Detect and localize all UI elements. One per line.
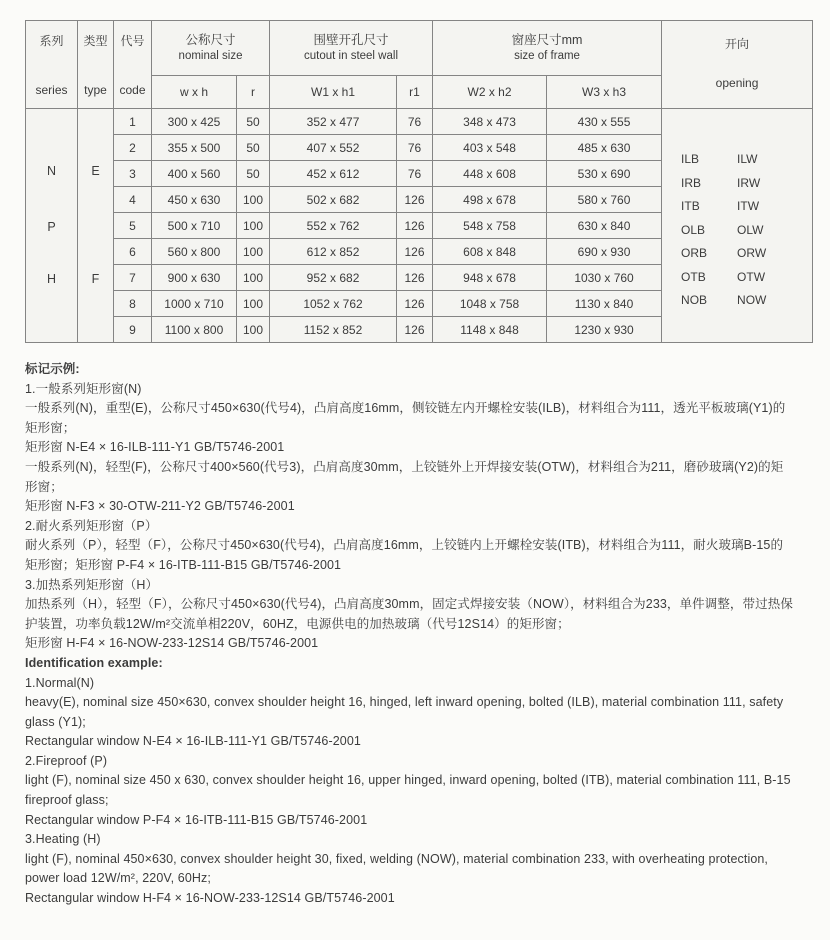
header-cutout-zh: 围壁开孔尺寸	[313, 33, 389, 47]
note-line: 2.Fireproof (P)	[25, 753, 108, 768]
series-value-h: H	[46, 272, 57, 286]
header-code	[114, 21, 152, 109]
cell-w3xh3: 1030 x 760	[547, 265, 662, 291]
cell-r: 100	[237, 239, 270, 265]
opening-code: OLB	[681, 222, 706, 237]
cell-wxh: 1100 x 800	[152, 317, 237, 343]
note-line: 矩形窗 N-F3 × 30-OTW-211-Y2 GB/T5746-2001	[25, 499, 295, 514]
header-type	[78, 21, 114, 109]
cell-code: 9	[114, 317, 152, 343]
cell-code: 5	[114, 213, 152, 239]
opening-pair	[681, 289, 793, 313]
header-frame-size	[433, 21, 662, 76]
cell-r1: 126	[397, 291, 433, 317]
cell-wxh: 450 x 630	[152, 187, 237, 213]
header-code-zh: 代号	[120, 33, 145, 48]
cell-w3xh3: 430 x 555	[547, 109, 662, 135]
header-series-zh: 系列	[39, 33, 64, 48]
cell-r1: 76	[397, 161, 433, 187]
type-value-e: E	[91, 164, 100, 178]
window-dimensions-table	[25, 20, 813, 343]
opening-pair	[681, 219, 793, 243]
cell-r1: 76	[397, 109, 433, 135]
cell-r1: 76	[397, 135, 433, 161]
cell-wxh: 400 x 560	[152, 161, 237, 187]
note-line: 1.一般系列矩形窗(N)	[25, 381, 142, 396]
opening-code: ORW	[737, 246, 767, 261]
cell-w1xh1: 1052 x 762	[270, 291, 397, 317]
cell-w3xh3: 580 x 760	[547, 187, 662, 213]
opening-pair	[681, 148, 793, 172]
note-line: heavy(E), nominal size 450×630, convex shoulder height 16, hinged, left inward opening, bolted (ILB), material combination 111, safety glass (Y1);	[25, 695, 784, 729]
opening-column	[662, 109, 813, 343]
cell-r1: 126	[397, 213, 433, 239]
note-line: 1.Normal(N)	[25, 675, 95, 690]
header-opening-zh: 开向	[725, 36, 750, 51]
subheader-r: r	[237, 76, 270, 109]
header-frame-en: size of frame	[514, 50, 580, 62]
cell-r: 50	[237, 161, 270, 187]
cell-r1: 126	[397, 187, 433, 213]
cell-r: 100	[237, 291, 270, 317]
subheader-wxh: w x h	[152, 76, 237, 109]
note-line: Rectangular window N-E4 × 16-ILB-111-Y1 GB/T5746-2001	[25, 734, 361, 749]
opening-code: NOB	[681, 293, 708, 308]
cell-w1xh1: 502 x 682	[270, 187, 397, 213]
subheader-r1: r1	[397, 76, 433, 109]
type-value-f: F	[91, 272, 100, 286]
notes-heading-en: Identification example:	[25, 655, 163, 670]
header-series-en: series	[35, 82, 68, 97]
table-row	[26, 109, 813, 135]
note-line: 一般系列(N)，重型(E)，公称尺寸450×630(代号4)，凸肩高度16mm，侧铰链左内开螺栓安装(ILB)，材料组合为111，透光平板玻璃(Y1)的矩形窗；	[25, 401, 786, 435]
cell-w3xh3: 530 x 690	[547, 161, 662, 187]
note-line: light (F), nominal 450×630, convex shoulder height 30, fixed, welding (NOW), material combination 233, with overheating protection, power load 12W/m², 220V, 60Hz;	[25, 851, 768, 886]
header-opening-en: opening	[715, 75, 759, 90]
cell-code: 3	[114, 161, 152, 187]
opening-code: ORB	[681, 246, 708, 261]
cell-w1xh1: 452 x 612	[270, 161, 397, 187]
opening-code: OTB	[681, 269, 706, 284]
opening-code: ITW	[737, 199, 760, 214]
cell-w3xh3: 1230 x 930	[547, 317, 662, 343]
opening-pair	[681, 195, 793, 219]
opening-code: OLW	[737, 222, 764, 237]
opening-pair	[681, 242, 793, 266]
opening-codes-list	[662, 138, 812, 313]
note-line: 加热系列（H），轻型（F），公称尺寸450×630(代号4)，凸肩高度30mm，固定式焊接安装（NOW），材料组合为233，单件调整，带过热保护装置，功率负载12W/m²交流单相220V，60HZ，电源供电的加热玻璃（代号12S14）的矩形窗；	[25, 597, 793, 631]
cell-wxh: 560 x 800	[152, 239, 237, 265]
cell-w1xh1: 352 x 477	[270, 109, 397, 135]
cell-w1xh1: 952 x 682	[270, 265, 397, 291]
cell-w1xh1: 552 x 762	[270, 213, 397, 239]
cell-r: 100	[237, 213, 270, 239]
cell-wxh: 300 x 425	[152, 109, 237, 135]
series-column	[26, 109, 78, 343]
cell-wxh: 1000 x 710	[152, 291, 237, 317]
cell-w3xh3: 630 x 840	[547, 213, 662, 239]
cell-r: 50	[237, 109, 270, 135]
opening-code: OTW	[737, 269, 766, 284]
cell-r: 100	[237, 187, 270, 213]
cell-w2xh2: 948 x 678	[433, 265, 547, 291]
header-frame-zh: 窗座尺寸mm	[511, 33, 583, 47]
cell-w3xh3: 1130 x 840	[547, 291, 662, 317]
subheader-w2xh2: W2 x h2	[433, 76, 547, 109]
cell-r: 50	[237, 135, 270, 161]
cell-wxh: 500 x 710	[152, 213, 237, 239]
cell-w2xh2: 403 x 548	[433, 135, 547, 161]
note-line: 一般系列(N)，轻型(F)，公称尺寸400×560(代号3)，凸肩高度30mm，上铰链外上开焊接安装(OTW)，材料组合为211，磨砂玻璃(Y2)的矩形窗；	[25, 459, 784, 494]
cell-code: 8	[114, 291, 152, 317]
note-line: 3.Heating (H)	[25, 832, 101, 847]
cell-w3xh3: 485 x 630	[547, 135, 662, 161]
header-cutout-en: cutout in steel wall	[304, 50, 398, 62]
cell-w2xh2: 1148 x 848	[433, 317, 547, 343]
note-line: 矩形窗 H-F4 × 16-NOW-233-12S14 GB/T5746-2001	[25, 636, 319, 651]
cell-w2xh2: 548 x 758	[433, 213, 547, 239]
subheader-w3xh3: W3 x h3	[547, 76, 662, 109]
note-line: Rectangular window P-F4 × 16-ITB-111-B15 GB/T5746-2001	[25, 812, 368, 827]
identification-examples	[25, 360, 795, 909]
note-line: 2.耐火系列矩形窗（P）	[25, 518, 158, 533]
note-line: 耐火系列（P），轻型（F），公称尺寸450×630(代号4)，凸肩高度16mm，上铰链内上开螺栓安装(ITB)，材料组合为111，耐火玻璃B-15的矩形窗；矩形窗 P-F4 × 16-ITB-111-B15 GB/T5746-2001	[25, 538, 784, 572]
cell-r1: 126	[397, 239, 433, 265]
series-value-n: N	[46, 164, 57, 178]
cell-w3xh3: 690 x 930	[547, 239, 662, 265]
note-line: Rectangular window H-F4 × 16-NOW-233-12S14 GB/T5746-2001	[25, 891, 395, 906]
cell-code: 6	[114, 239, 152, 265]
note-line: 矩形窗 N-E4 × 16-ILB-111-Y1 GB/T5746-2001	[25, 440, 285, 455]
cell-w1xh1: 612 x 852	[270, 239, 397, 265]
cell-code: 4	[114, 187, 152, 213]
opening-code: ILB	[681, 152, 700, 167]
header-nominal-zh: 公称尺寸	[185, 33, 236, 47]
opening-code: ILW	[737, 152, 758, 167]
opening-pair	[681, 266, 793, 290]
note-line: light (F), nominal size 450 x 630, convex shoulder height 16, upper hinged, inward opening, bolted (ITB), material combination 111, B-15 fireproof glass;	[25, 773, 791, 808]
type-column	[78, 109, 114, 343]
header-nominal-size	[152, 21, 270, 76]
opening-code: NOW	[737, 293, 767, 308]
note-line: 3.加热系列矩形窗（H）	[25, 577, 159, 592]
header-type-zh: 类型	[83, 33, 108, 48]
cell-w2xh2: 608 x 848	[433, 239, 547, 265]
cell-r1: 126	[397, 317, 433, 343]
cell-r1: 126	[397, 265, 433, 291]
cell-wxh: 355 x 500	[152, 135, 237, 161]
cell-w2xh2: 1048 x 758	[433, 291, 547, 317]
header-nominal-en: nominal size	[178, 50, 243, 62]
cell-code: 7	[114, 265, 152, 291]
opening-code: IRW	[737, 175, 761, 190]
series-value-p: P	[47, 220, 56, 234]
cell-code: 1	[114, 109, 152, 135]
cell-w2xh2: 498 x 678	[433, 187, 547, 213]
opening-code: IRB	[681, 175, 702, 190]
notes-heading-zh: 标记示例:	[25, 362, 80, 376]
cell-wxh: 900 x 630	[152, 265, 237, 291]
header-series	[26, 21, 78, 109]
cell-w1xh1: 407 x 552	[270, 135, 397, 161]
cell-r: 100	[237, 265, 270, 291]
cell-w2xh2: 448 x 608	[433, 161, 547, 187]
subheader-w1xh1: W1 x h1	[270, 76, 397, 109]
header-code-en: code	[119, 82, 146, 97]
header-cutout	[270, 21, 433, 76]
cell-w1xh1: 1152 x 852	[270, 317, 397, 343]
cell-w2xh2: 348 x 473	[433, 109, 547, 135]
header-opening	[662, 21, 813, 109]
opening-pair	[681, 172, 793, 196]
opening-code: ITB	[681, 199, 700, 214]
cell-r: 100	[237, 317, 270, 343]
header-type-en: type	[84, 82, 107, 97]
cell-code: 2	[114, 135, 152, 161]
